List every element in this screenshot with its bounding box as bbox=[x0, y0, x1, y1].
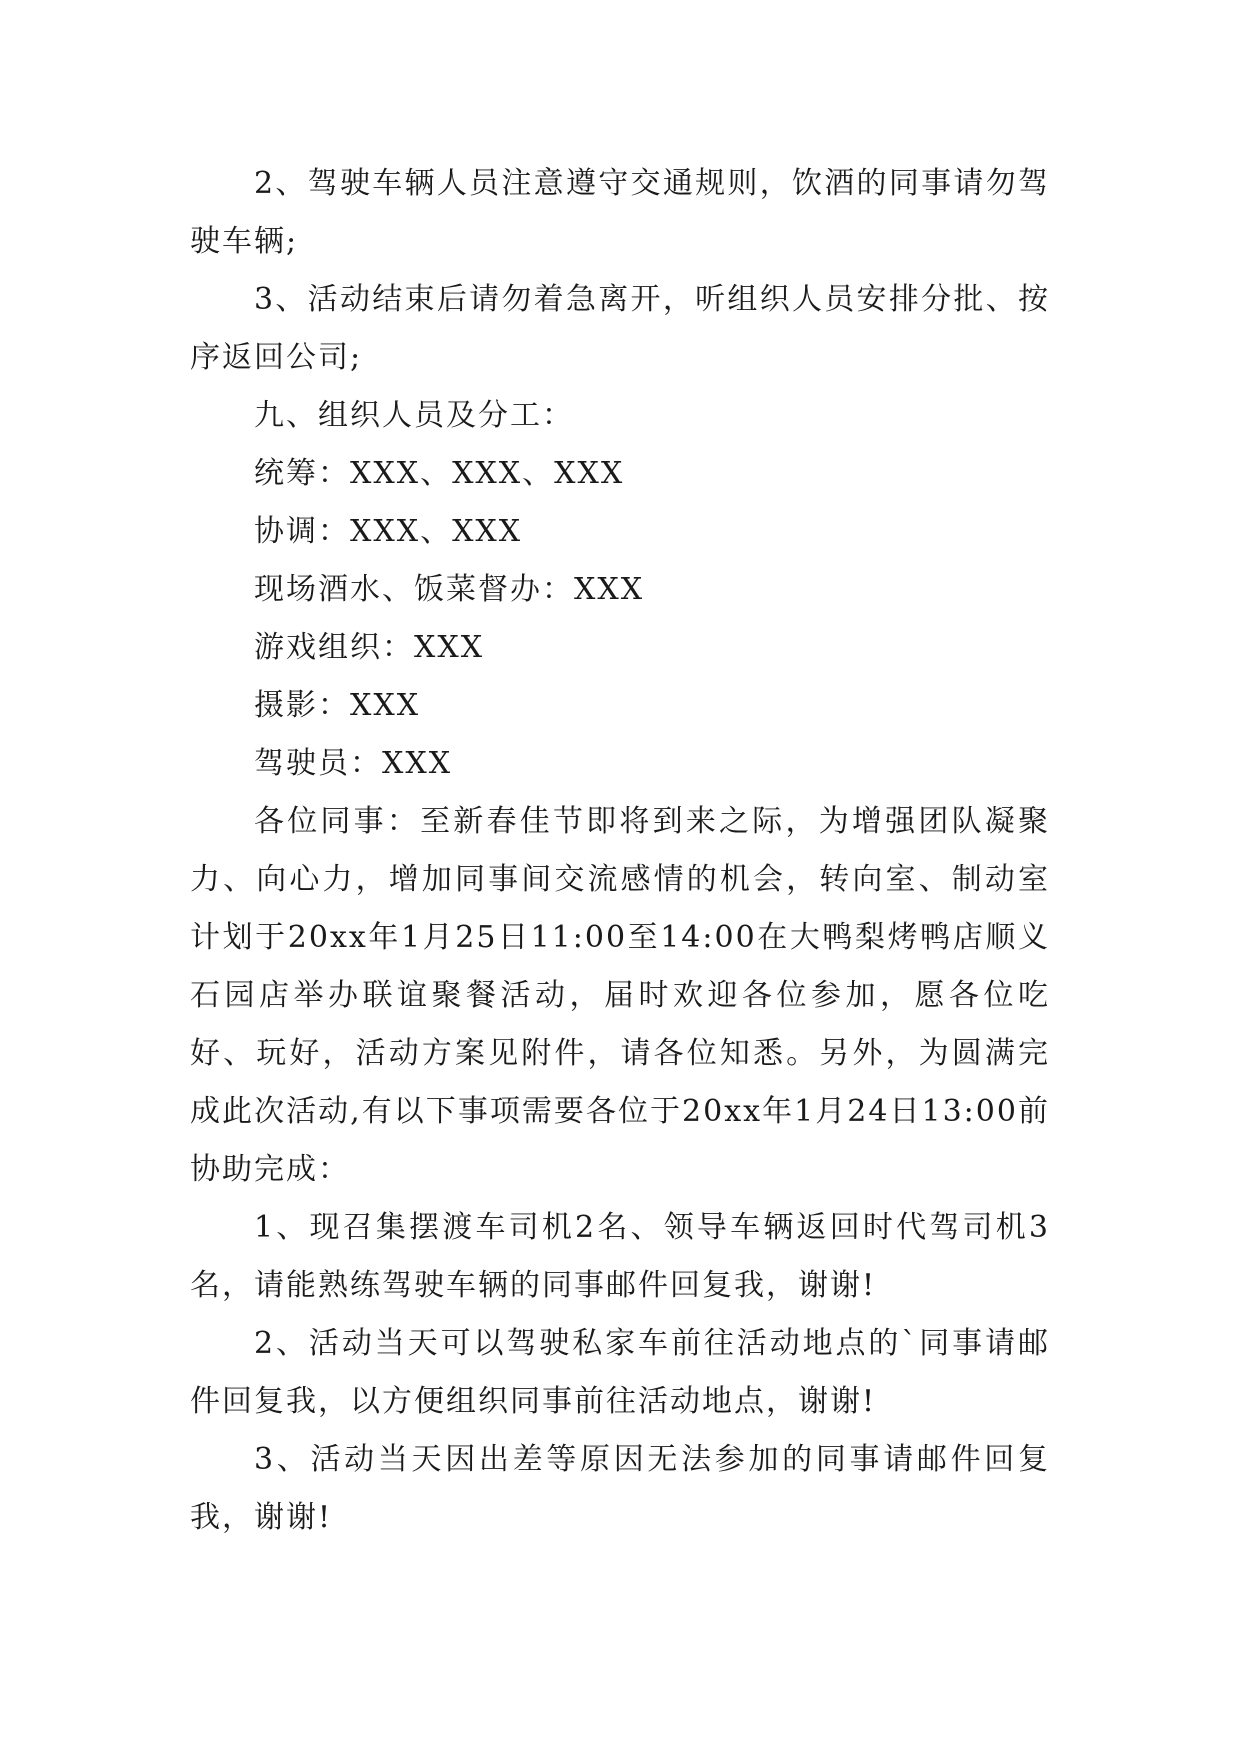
paragraph-item-drivers: 1、现召集摆渡车司机2名、领导车辆返回时代驾司机3名，请能熟练驾驶车辆的同事邮件回复我，谢谢! bbox=[190, 1210, 1050, 1303]
organizer-games: 游戏组织：XXX bbox=[254, 630, 485, 665]
organizer-catering: 现场酒水、饭菜督办：XXX bbox=[254, 572, 645, 607]
paragraph-driving-rules: 2、驾驶车辆人员注意遵守交通规则，饮酒的同事请勿驾驶车辆; bbox=[190, 166, 1050, 259]
organizer-coordination: 协调：XXX、XXX bbox=[254, 514, 523, 549]
paragraph-item-absence: 3、活动当天因出差等原因无法参加的同事请邮件回复我，谢谢! bbox=[190, 1442, 1050, 1535]
paragraph-return-order: 3、活动结束后请勿着急离开，听组织人员安排分批、按序返回公司; bbox=[190, 282, 1050, 375]
organizer-driver: 驾驶员：XXX bbox=[254, 746, 453, 781]
paragraph-invitation: 各位同事：至新春佳节即将到来之际，为增强团队凝聚力、向心力，增加同事间交流感情的机会，转向室、制动室计划于20xx年1月25日11:00至14:00在大鸭梨烤鸭店顺义石园店举办联谊聚餐活动，届时欢迎各位参加，愿各位吃好、玩好，活动方案见附件，请各位知悉。另外，为圆满完成此次活动,有以下事项需要各位于20xx年1月24日13:00前协助完成： bbox=[190, 804, 1050, 1187]
paragraph-item-private-cars: 2、活动当天可以驾驶私家车前往活动地点的`同事请邮件回复我，以方便组织同事前往活动地点，谢谢! bbox=[190, 1326, 1050, 1419]
organizer-coordination-lead: 统筹：XXX、XXX、XXX bbox=[254, 456, 625, 491]
organizer-photography: 摄影：XXX bbox=[254, 688, 421, 723]
section-heading-organizers: 九、组织人员及分工： bbox=[254, 398, 574, 433]
document-body bbox=[190, 155, 1050, 1547]
